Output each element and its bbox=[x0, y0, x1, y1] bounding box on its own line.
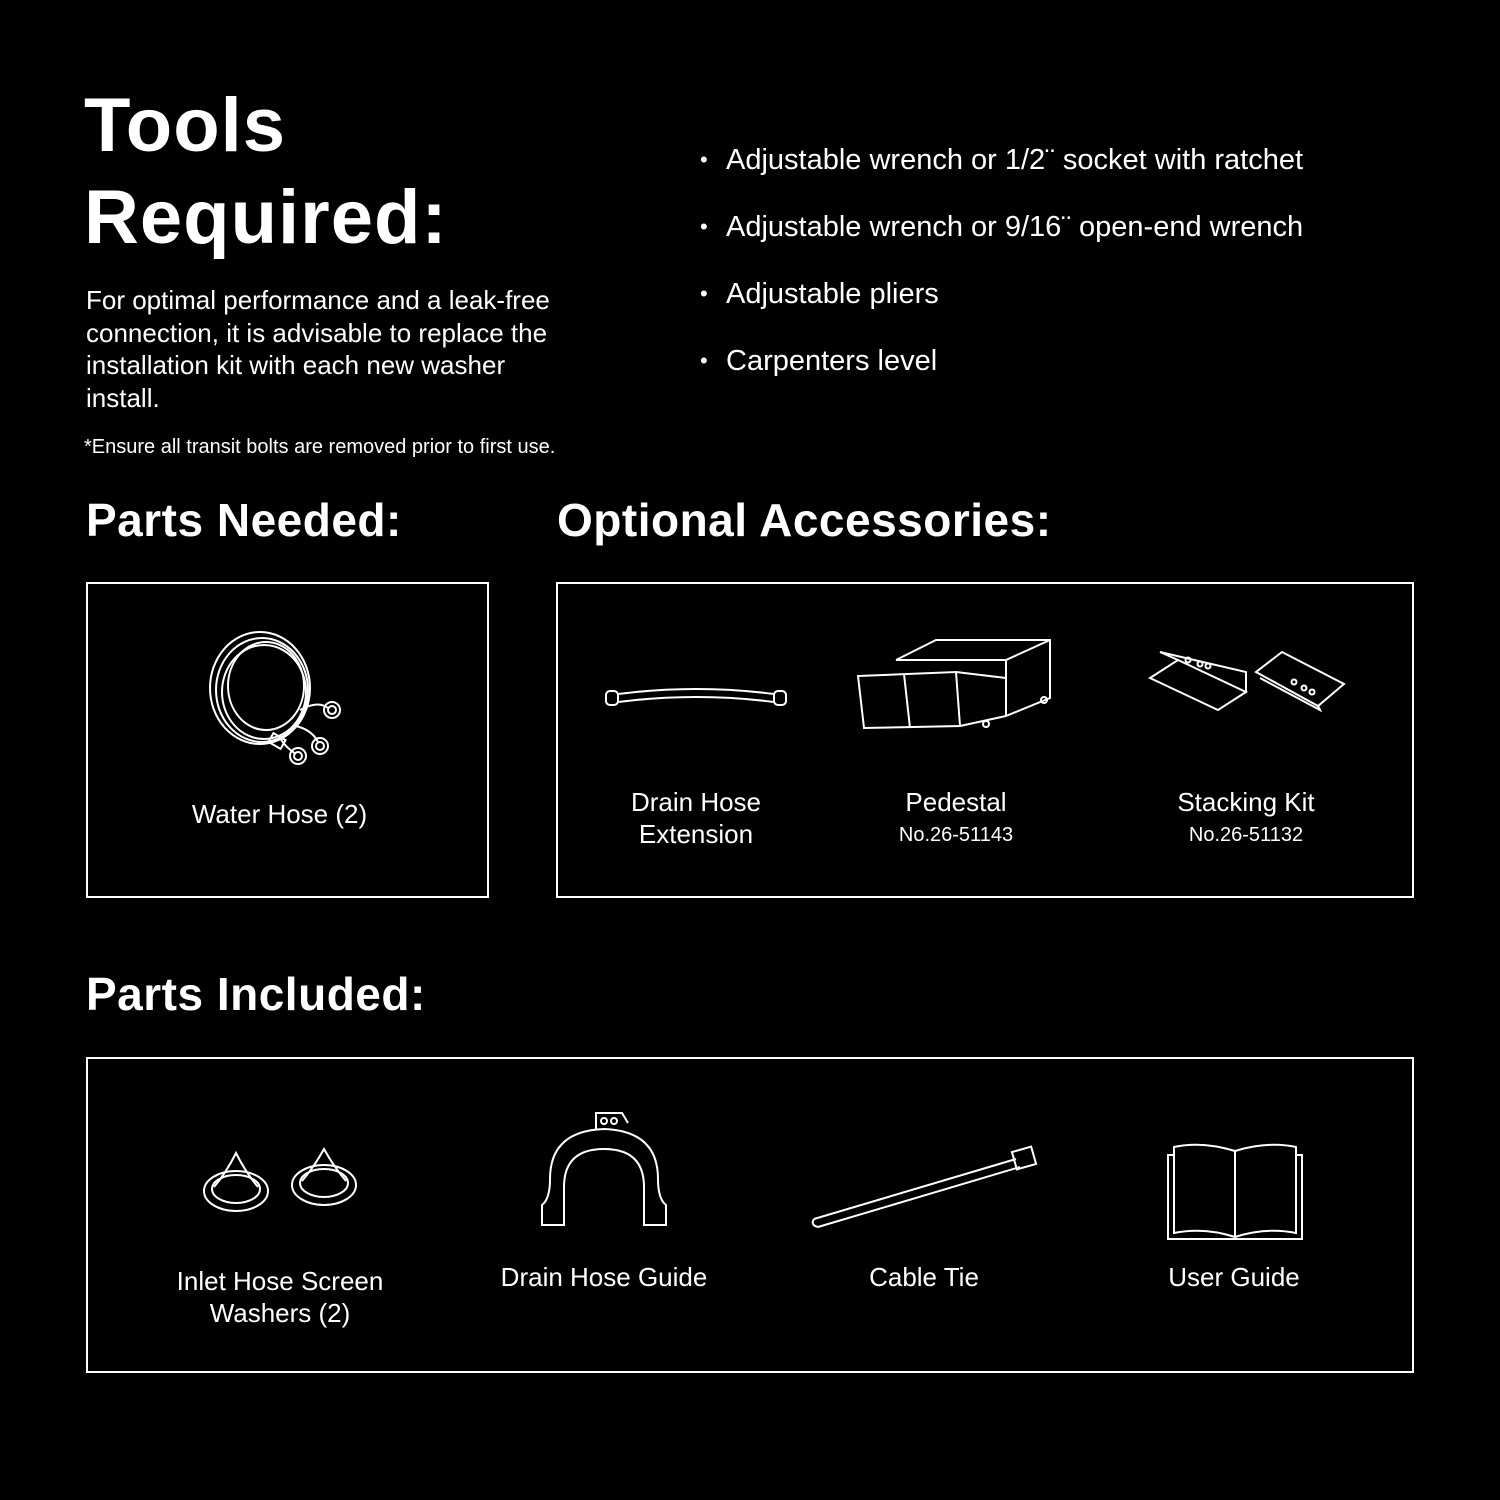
pedestal-icon bbox=[856, 638, 1062, 738]
optional-accessories-box bbox=[556, 582, 1414, 898]
tool-item bbox=[700, 341, 1460, 408]
bullet: • bbox=[700, 147, 708, 172]
water-hose-icon bbox=[200, 630, 350, 765]
parts-included-heading: Parts Included: bbox=[86, 968, 426, 1020]
cable-tie-icon bbox=[810, 1143, 1038, 1233]
tool-label: Carpenters level bbox=[726, 345, 938, 377]
optional-accessories-heading: Optional Accessories: bbox=[557, 494, 1052, 546]
parts-needed-heading: Parts Needed: bbox=[86, 494, 402, 546]
screen-washers-label bbox=[150, 1265, 410, 1329]
drain-hose-extension-label-line-2: Extension bbox=[638, 819, 754, 849]
page-title bbox=[84, 80, 644, 264]
tools-list bbox=[700, 140, 1460, 408]
screen-washers-label-line-1: Inlet Hose Screen bbox=[176, 1266, 384, 1296]
stacking-kit-part-number: No.26-51132 bbox=[1188, 824, 1304, 846]
bullet: • bbox=[700, 281, 708, 306]
tool-item bbox=[700, 140, 1460, 207]
bullet: • bbox=[700, 348, 708, 373]
title-line-1: Tools bbox=[84, 83, 287, 168]
pedestal-part-number: No.26-51143 bbox=[898, 824, 1014, 846]
drain-hose-guide-label: Drain Hose Guide bbox=[500, 1262, 708, 1292]
title-line-2: Required: bbox=[84, 175, 448, 260]
stacking-kit-label: Stacking Kit bbox=[1177, 787, 1315, 817]
transit-bolts-note: *Ensure all transit bolts are removed prior to first use. bbox=[84, 436, 556, 458]
drain-hose-extension-label bbox=[576, 786, 816, 850]
tool-label: Adjustable wrench or 1/2¨ socket with ratchet bbox=[726, 144, 1304, 176]
drain-hose-guide-icon bbox=[540, 1109, 668, 1229]
intro-paragraph: For optimal performance and a leak-free connection, it is advisable to replace the installation kit with each new washer install. bbox=[86, 285, 550, 413]
user-guide-icon bbox=[1166, 1141, 1304, 1241]
cable-tie-label: Cable Tie bbox=[869, 1262, 979, 1292]
bullet: • bbox=[700, 214, 708, 239]
tool-label: Adjustable pliers bbox=[726, 278, 939, 310]
stacking-kit-icon bbox=[1148, 648, 1346, 714]
drain-hose-extension-label-line-1: Drain Hose bbox=[630, 787, 762, 817]
screen-washers-label-line-2: Washers (2) bbox=[209, 1298, 351, 1328]
pedestal-label: Pedestal bbox=[905, 787, 1007, 817]
drain-hose-extension-icon bbox=[604, 682, 788, 712]
tool-item bbox=[700, 274, 1460, 341]
user-guide-label: User Guide bbox=[1168, 1262, 1300, 1292]
parts-needed-box bbox=[86, 582, 489, 898]
tool-label: Adjustable wrench or 9/16¨ open-end wrench bbox=[726, 211, 1304, 243]
screen-washer-icon bbox=[200, 1147, 360, 1215]
parts-included-box bbox=[86, 1057, 1414, 1373]
water-hose-label: Water Hose (2) bbox=[191, 799, 368, 829]
tool-item bbox=[700, 207, 1460, 274]
